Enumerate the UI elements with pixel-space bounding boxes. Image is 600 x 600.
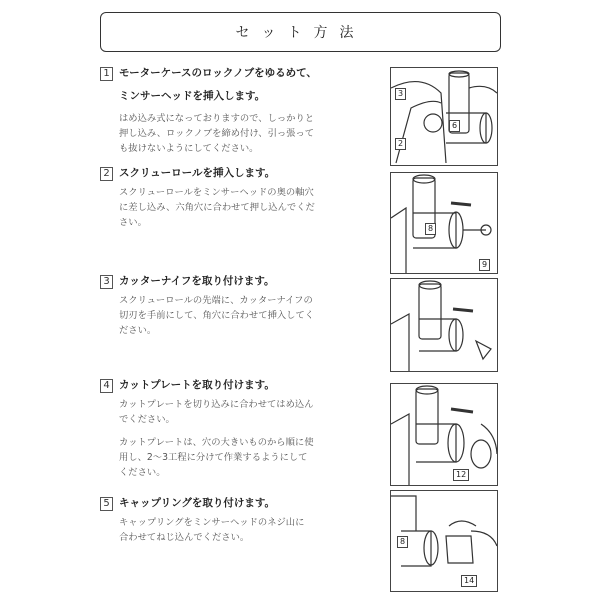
step-number: 2: [100, 167, 113, 181]
figure-attach-cutter: [390, 278, 498, 372]
step-body: ださい。: [119, 325, 157, 336]
step-body: カットプレートは、穴の大きいものから順に使: [119, 437, 314, 448]
step-heading: カットプレートを取り付けます。: [119, 379, 275, 391]
step-body: スクリューロールをミンサーヘッドの奥の軸穴: [119, 187, 314, 198]
step-body: も抜けないようにしてください。: [119, 143, 259, 154]
step-number: 4: [100, 379, 113, 393]
step-body: キャップリングをミンサーヘッドのネジ山に: [119, 517, 305, 528]
part-label: 9: [479, 259, 490, 271]
step-body: 押し込み、ロックノブを締め付け、引っ張って: [119, 128, 315, 139]
part-label: 12: [453, 469, 469, 481]
step-heading: ミンサーヘッドを挿入します。: [119, 90, 266, 102]
step-heading: スクリューロールを挿入します。: [119, 167, 276, 179]
step-heading: モーターケースのロックノブをゆるめて、: [119, 67, 317, 79]
part-label: 2: [395, 138, 406, 150]
part-label: 8: [397, 536, 408, 548]
part-label: 6: [449, 120, 460, 132]
step-number: 1: [100, 67, 113, 81]
step-number: 3: [100, 275, 113, 289]
page-title: セット方法: [235, 25, 366, 41]
figure-attach-cut-plate: [390, 383, 498, 486]
step-body: に差し込み、六角穴に合わせて押し込んでくだ: [119, 202, 315, 213]
step-body: スクリューロールの先端に、カッターナイフの: [119, 295, 313, 306]
step-body: でください。: [119, 414, 175, 425]
step-body: 用し、2～3工程に分けて作業するようにして: [119, 452, 308, 463]
step-body: はめ込み式になっておりますので、しっかりと: [119, 113, 315, 124]
step-heading: カッターナイフを取り付けます。: [119, 275, 275, 287]
figure-insert-screw: [390, 172, 498, 274]
figure-attach-cap-ring: [390, 490, 498, 592]
part-label: 14: [461, 575, 477, 587]
step-body: ください。: [119, 467, 166, 478]
step-heading: キャップリングを取り付けます。: [119, 497, 276, 509]
step-number: 5: [100, 497, 113, 511]
figure-insert-mincer-head: [390, 67, 498, 166]
title-box: [100, 12, 501, 52]
step-body: 合わせてねじ込んでください。: [119, 532, 250, 543]
part-label: 8: [425, 223, 436, 235]
part-label: 3: [395, 88, 406, 100]
step-body: さい。: [119, 217, 147, 228]
step-body: カットプレートを切り込みに合わせてはめ込ん: [119, 399, 314, 410]
step-body: 切刃を手前にして、角穴に合わせて挿入してく: [119, 310, 315, 321]
